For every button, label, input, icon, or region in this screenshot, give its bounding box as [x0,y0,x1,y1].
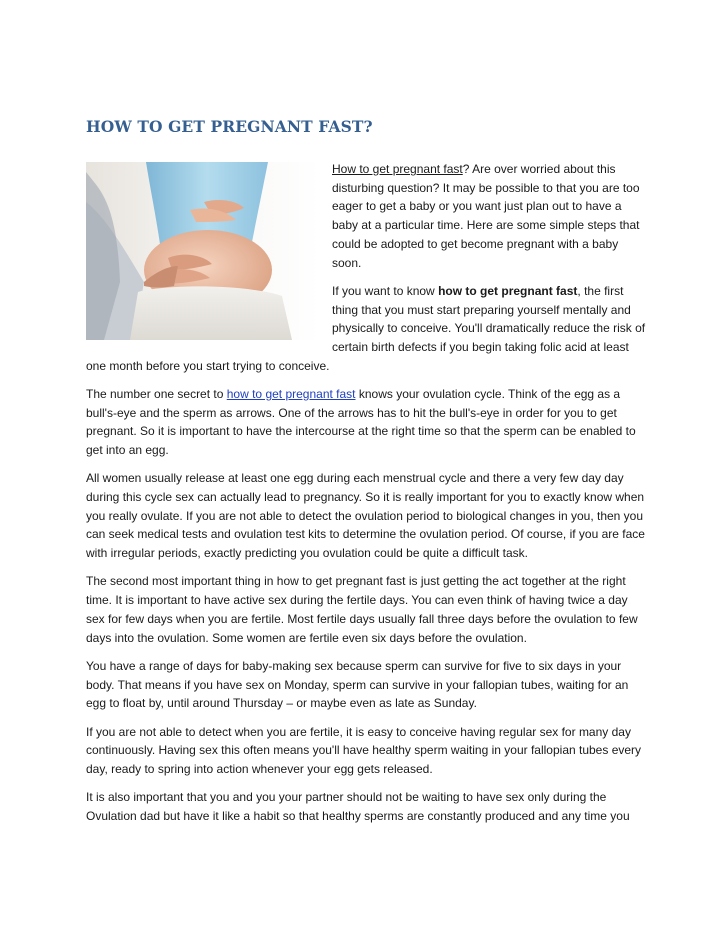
p2-before: If you want to know [332,283,439,298]
p2-bold-keyword: how to get pregnant fast [438,283,578,298]
paragraph-6: You have a range of days for baby-making sex because sperm can survive for five to six days in your body. That means if you have sex on Monday, sperm can survive in your fallopian tubes, waiting for an egg to float by, until around Thursday – or maybe even as late as Sunday. [86,658,629,711]
p3-before: The number one secret to [86,386,227,401]
article-body [86,160,646,835]
page-title: HOW TO GET PREGNANT FAST? [86,117,373,136]
paragraph-8: It is also important that you and you your partner should not be waiting to have sex only during the Ovulation dad but have it like a habit so that healthy sperms are constantly produced and any time you [86,790,630,823]
p2-after: , the first thing that you must start preparing yourself mentally and physically to conceive. You'll dramatically reduce the risk of certain birth defects if you begin taking folic acid at least one month before you start trying to conceive. [86,283,646,373]
p3-after: knows your ovulation cycle. Think of the egg as a bull's-eye and the sperm as arrows. One of the arrows has to hit the bull's-eye in order for you to get pregnant. So it is important to have the intercourse at the right time so that the sperm can be enabled to get into an egg. [86,386,636,458]
paragraph-4: All women usually release at least one egg during each menstrual cycle and there a very few day day during this cycle sex can actually lead to pregnancy. So it is really important for you to exactly know when you really ovulate. If you are not able to detect the ovulation period to biological changes in you, then you can seek medical tests and ovulation test kits to determine the ovulation period. Of course, if you are face with irregular periods, exactly predicting you ovulation could be quite a difficult task. [86,471,645,561]
paragraph-5: The second most important thing in how to get pregnant fast is just getting the act together at the right time. It is important to have active sex during the fertile days. You can even think of having twice a day sex for few days when you are fertile. Most fertile days usually fall three days before the ovulation to few days into the ovulation. Some women are fertile even six days before the ovulation. [86,574,638,645]
intro-link[interactable]: How to get pregnant fast [332,162,463,176]
p3-link[interactable]: how to get pregnant fast [226,386,356,401]
paragraph-3 [86,385,646,460]
paragraph-7: If you are not able to detect when you are fertile, it is easy to conceive having regular sex for many day continuously. Having sex this often means you'll have healthy sperm waiting in your fallopian tubes every day, ready to spring into action whenever your egg gets released. [86,724,642,776]
intro-text: ? Are over worried about this disturbing question? It may be possible to that you are too eager to get a baby or you want just plan out to have a baby at a particular time. Here are some simple steps that could be adopted to get become pregnant with a baby soon. [332,162,640,270]
image-wrap-space [86,160,332,352]
